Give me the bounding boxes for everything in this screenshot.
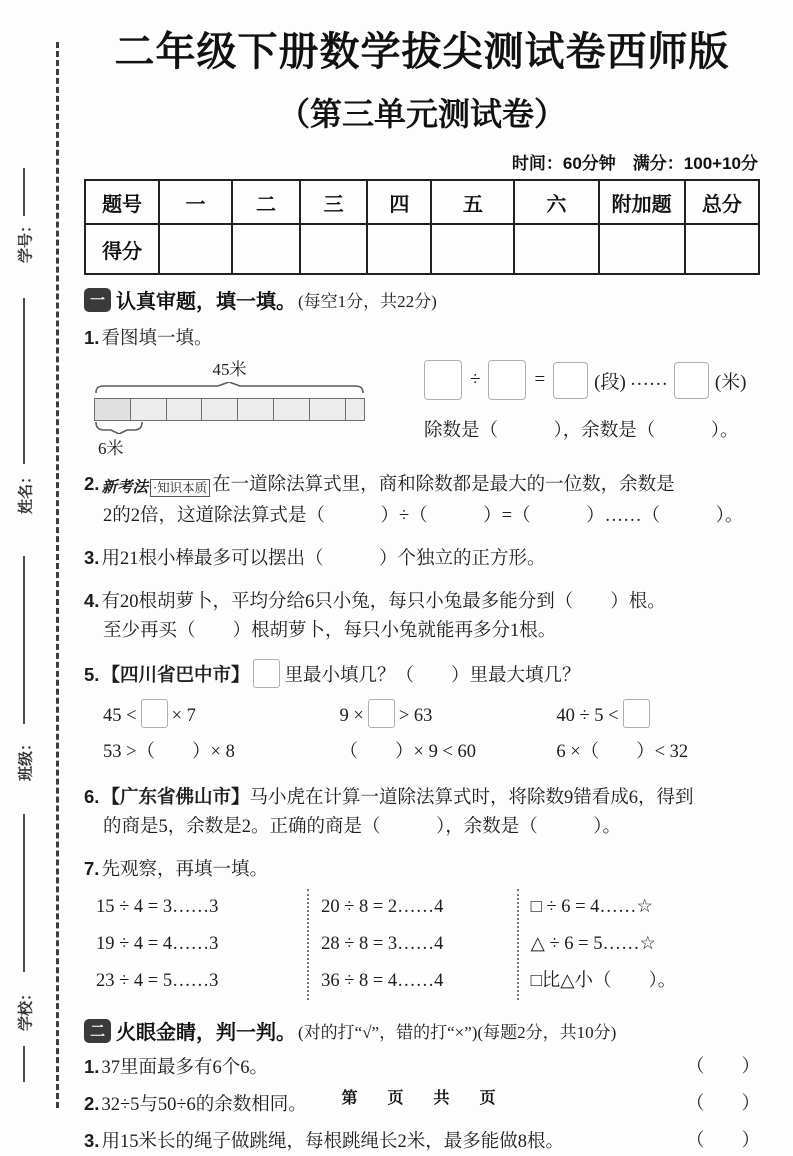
equation: △ ÷ 6 = 5……☆	[530, 934, 657, 954]
question-5-row1	[84, 699, 760, 733]
answer-box	[141, 699, 168, 728]
section-one-icon: 一	[84, 288, 111, 312]
question-4	[84, 586, 760, 646]
sidebar-label-school: 学校：	[18, 986, 35, 1032]
question-text: 在一道除法算式里，商和除数都是最大的一位数，余数是	[212, 475, 675, 495]
bar-segment	[95, 399, 131, 420]
sidebar-write-line	[23, 298, 25, 464]
question-7-grid	[84, 889, 760, 1000]
question-number: 4.	[84, 590, 100, 611]
judge-text: 3. 用15米长的绳子做跳绳，每根跳绳长2米，最多能做8根。	[84, 1130, 564, 1152]
region-tag: 【四川省巴中市】	[101, 666, 250, 686]
new-method-badge	[101, 473, 210, 502]
question-7	[84, 854, 760, 1000]
expression: 40 ÷ 5 <	[556, 699, 760, 733]
sidebar-write-line	[23, 814, 25, 972]
score-cell-empty	[232, 224, 300, 274]
sidebar-label-student-number: 学号：	[18, 218, 35, 264]
question-number: 5.	[84, 664, 100, 685]
bar-segment	[238, 399, 274, 420]
score-table	[84, 179, 760, 275]
question-text: 用21根小棒最多可以摆出（ ）个独立的正方形。	[101, 549, 546, 569]
brace-bottom-icon	[94, 422, 144, 434]
question-text-line2: 至少再买（ ）根胡萝卜，每只小兔就能再多分1根。	[103, 621, 557, 641]
answer-box	[424, 360, 462, 400]
page-footer: 第 页 共 页	[341, 1090, 503, 1107]
brace-top-icon	[94, 382, 365, 393]
answer-box	[368, 699, 395, 728]
judge-answer-blank: （ ）	[685, 1131, 760, 1151]
judge-text: 2. 32÷5与50÷6的余数相同。	[84, 1093, 307, 1115]
equation: 36 ÷ 8 = 4……4	[321, 971, 444, 991]
question-number: 3.	[84, 547, 100, 568]
page-subtitle: （第三单元测试卷）	[277, 96, 566, 132]
section-two-header	[84, 1016, 760, 1045]
expression: 9 × > 63	[340, 699, 557, 733]
score-table-header-cell: 二	[232, 180, 300, 224]
question-text: 有20根胡萝卜，平均分给6只小兔，每只小兔最多能分到（ ）根。	[101, 592, 666, 612]
score-table-header-cell: 总分	[685, 180, 759, 224]
equation: 15 ÷ 4 = 3……3	[96, 897, 219, 917]
bar-segment	[167, 399, 203, 420]
unit-mi: (米)	[714, 371, 747, 393]
question-5-row2	[84, 735, 760, 769]
score-cell-empty	[300, 224, 367, 274]
exam-page	[84, 0, 760, 1156]
sidebar-write-line	[23, 556, 25, 724]
remainder-dots: ……	[629, 369, 668, 390]
bar-total-label: 45米	[212, 360, 247, 379]
judge-item-1	[84, 1053, 760, 1082]
sidebar-write-line	[23, 1046, 25, 1082]
question-5	[84, 659, 760, 769]
q7-column-1	[84, 889, 307, 1000]
question-number: 6.	[84, 786, 100, 807]
equation: □ ÷ 6 = 4……☆	[530, 897, 653, 917]
judge-answer-blank: （ ）	[685, 1057, 760, 1077]
score-cell-empty	[599, 224, 685, 274]
expression: 53 >（ ）× 8	[103, 742, 235, 762]
question-text: 先观察，再填一填。	[101, 860, 268, 880]
score-table-header-cell: 四	[367, 180, 431, 224]
answer-box	[674, 362, 709, 399]
judge-text: 1. 37里面最多有6个6。	[84, 1056, 268, 1078]
section-one-title: 认真审题，填一填。	[116, 291, 296, 313]
equation: 28 ÷ 8 = 3……4	[321, 934, 444, 954]
score-cell-empty	[514, 224, 598, 274]
question-number: 1.	[84, 327, 100, 348]
question-text: 里最小填几？（ ）里最大填几？	[284, 666, 581, 686]
question-text: 看图填一填。	[101, 329, 213, 349]
question-1-equation	[402, 360, 760, 459]
seal-dashed-line	[56, 42, 59, 1108]
score-table-header-cell: 三	[300, 180, 367, 224]
question-text: 马小虎在计算一道除法算式时，将除数9错看成6，得到	[249, 788, 694, 808]
badge-bold-text: 新考法	[101, 479, 148, 496]
section-one-header	[84, 285, 760, 314]
score-table-header-cell: 一	[159, 180, 232, 224]
score-cell-empty	[431, 224, 514, 274]
answer-box	[253, 659, 280, 688]
expression: 6 ×（ ）< 32	[556, 742, 689, 762]
sidebar-label-name: 姓名：	[18, 469, 35, 515]
question-1-figure-row	[84, 360, 760, 459]
question-2	[84, 469, 760, 531]
bar-segment-remainder	[346, 399, 364, 420]
segmented-bar	[94, 398, 365, 421]
bar-unit-label: 6米	[98, 439, 124, 458]
judge-item-3	[84, 1127, 760, 1156]
equation: 23 ÷ 4 = 5……3	[96, 971, 219, 991]
divide-sign: ÷	[470, 369, 481, 390]
page-title: 二年级下册数学拔尖测试卷西师版	[114, 30, 730, 74]
question-1-line2: 除数是（ ），余数是（ ）。	[424, 421, 739, 441]
score-table-header-cell: 题号	[85, 180, 159, 224]
judge-answer-blank: （ ）	[685, 1094, 760, 1114]
question-number: 2.	[84, 473, 100, 494]
badge-box-text: ·知识本质	[150, 479, 210, 497]
section-one-note: (每空1分，共22分)	[298, 292, 437, 311]
question-6	[84, 782, 760, 842]
score-table-header-cell: 六	[514, 180, 598, 224]
answer-box	[553, 362, 588, 399]
expression: （ ）× 9 < 60	[339, 742, 477, 762]
question-3	[84, 543, 760, 574]
bar-segment	[310, 399, 346, 420]
section-two-title: 火眼金睛，判一判。	[116, 1022, 296, 1044]
bar-diagram	[84, 360, 402, 459]
equation: □比△小（ ）。	[530, 971, 677, 991]
question-1	[84, 323, 760, 354]
exam-meta: 时间：60分钟 满分：100+10分	[511, 154, 758, 173]
unit-duan: (段)	[594, 371, 626, 393]
score-table-header-cell: 附加题	[599, 180, 685, 224]
score-cell-empty	[159, 224, 232, 274]
answer-box	[623, 699, 650, 728]
bar-segment	[202, 399, 238, 420]
sidebar-label-class: 班级：	[18, 736, 35, 782]
question-text-line2: 的商是5，余数是2。正确的商是（ ），余数是（ ）。	[103, 817, 622, 837]
score-row-label: 得分	[85, 224, 159, 274]
score-table-header-cell: 五	[431, 180, 514, 224]
question-number: 7.	[84, 858, 100, 879]
q7-column-3	[517, 889, 760, 1000]
equation: 20 ÷ 8 = 2……4	[321, 897, 444, 917]
q7-column-2	[307, 889, 517, 1000]
equals-sign: =	[534, 369, 546, 390]
score-cell-empty	[367, 224, 431, 274]
answer-box	[488, 360, 526, 400]
bar-segment	[274, 399, 310, 420]
score-cell-empty	[685, 224, 759, 274]
expression: 45 < × 7	[103, 699, 340, 733]
bar-segment	[131, 399, 167, 420]
region-tag: 【广东省佛山市】	[101, 788, 250, 808]
section-two-note: (对的打“√”，错的打“×”)(每题2分，共10分)	[298, 1023, 617, 1042]
question-text-line2: 2的2倍，这道除法算式是（ ）÷（ ）=（ ）……（ ）。	[103, 506, 744, 526]
section-two-icon: 二	[84, 1019, 111, 1043]
equation: 19 ÷ 4 = 4……3	[96, 934, 219, 954]
